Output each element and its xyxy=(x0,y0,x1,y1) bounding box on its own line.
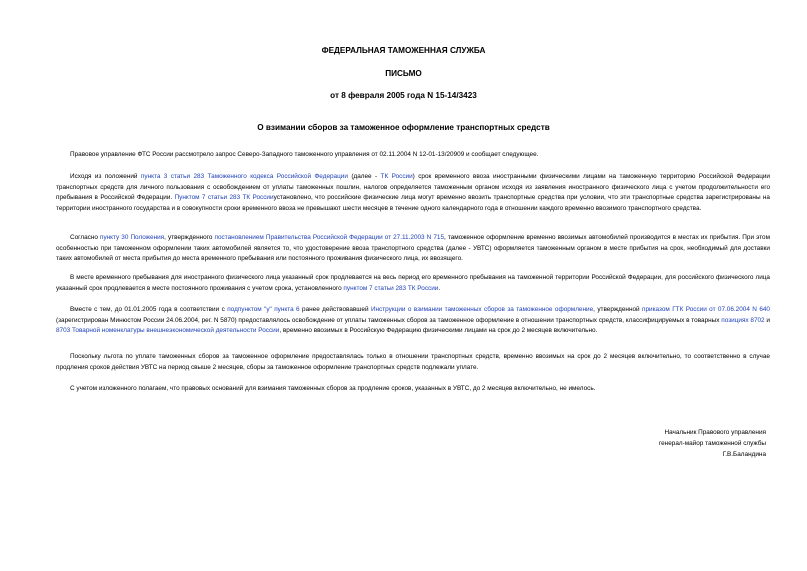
paragraph-text: ранее действовавшей xyxy=(299,306,371,313)
link-tn-ved-8703[interactable]: 8703 Товарной номенклатуры внешнеэкономической деятельности России xyxy=(56,327,280,335)
paragraph-3 xyxy=(56,233,770,265)
signature-block xyxy=(466,427,766,461)
paragraph-text: установлено, что российские физические лица могут временно ввозить транспортные средства при условии, что эти транспортные средства зарегистрированы на территории иностранного государства и в совокупности сроки временного ввоза не превышают шести месяцев в течение одного календарного года в отношении каждого временно ввозимого транспортного средства. xyxy=(56,194,770,212)
link-subparagraph-u-p6[interactable]: подпунктом "у" пункта 6 xyxy=(227,306,300,313)
signatory-position: Начальник Правового управления xyxy=(664,429,766,436)
paragraph-2 xyxy=(56,172,770,214)
paragraph-text: , утвержденного xyxy=(164,234,215,241)
document-subject: О взимании сборов за таможенное оформление транспортных средств xyxy=(257,123,550,132)
link-gtk-order-640[interactable]: приказом ГТК России от 07.06.2004 N 640 xyxy=(642,306,770,313)
paragraph-text: Правовое управление ФТС России рассмотрело запрос Северо-Западного таможенного управления от 02.11.2004 N 12-01-13/20909 и сообщает следующее. xyxy=(70,151,539,158)
paragraph-text: (зарегистрирован Минюстом России 24.06.2004, рег. N 5870) предоставлялось освобождение от уплаты таможенных сборов за таможенное оформление в отношении транспортных средств, классифицируемых в товарных xyxy=(56,316,722,324)
paragraph-text: В месте временного пребывания для иностранного физического лица указанный срок продлевается на весь период его временного пребывания на таможенной территории Российской Федерации, для российского физического лица указанный срок продлевается в месте постоянного проживания с учетом срока, установленного xyxy=(56,274,770,292)
paragraph-text: и xyxy=(764,316,770,324)
issuer-title: ФЕДЕРАЛЬНАЯ ТАМОЖЕННАЯ СЛУЖБА xyxy=(321,46,486,55)
paragraph-text: . xyxy=(438,284,441,292)
link-tk-art283-p7[interactable]: Пунктом 7 статьи 283 ТК России xyxy=(174,194,274,202)
paragraph-text: Согласно xyxy=(70,234,100,241)
link-customs-fees-instruction[interactable]: Инструкции о взимании таможенных сборов за таможенное оформление xyxy=(370,306,594,313)
link-regulation-p30[interactable]: пункту 30 Положения xyxy=(99,234,165,241)
paragraph-7 xyxy=(56,384,770,395)
signatory-rank: генерал-майор таможенной службы xyxy=(658,440,766,448)
signatory-name: Г.В.Баландина xyxy=(722,451,766,459)
link-tk-russia[interactable]: ТК России xyxy=(380,173,413,180)
paragraph-text: , утвержденной xyxy=(593,306,643,313)
link-tk-art283-p7[interactable]: пунктом 7 статьи 283 ТК России xyxy=(343,284,439,292)
paragraph-6 xyxy=(56,352,770,373)
paragraph-4 xyxy=(56,273,770,294)
link-position-8702[interactable]: позициях 8702 xyxy=(721,316,765,324)
paragraph-text: , таможенное оформление временно ввозимых автомобилей производится в местах их прибытия. При этом особенностью при таможенном оформлении таких автомобилей является то, что удостоверение ввоза транспортного средства (далее - УВТС) оформляется таможенным органом в месте прибытия на срок, необходимый для доставки таких автомобилей от места прибытия до места временного пребывания или постоянного проживания физического лица, их ввозящего. xyxy=(56,234,770,263)
paragraph-text: С учетом изложенного полагаем, что правовых оснований для взимания таможенных сборов за продление сроков, указанных в УВТС, до 2 месяцев включительно, не имелось. xyxy=(70,385,596,392)
paragraph-text: Вместе с тем, до 01.01.2005 года в соответствии с xyxy=(70,306,228,313)
paragraph-text: Поскольку льгота по уплате таможенных сборов за таможенное оформление предоставлялась только в отношении транспортных средств, временно ввозимых на срок до 2 месяцев включительно, то соответственно в случае продления сроков действия УВТС на период свыше 2 месяцев, сборы за таможенное оформление транспортных средств подлежали уплате. xyxy=(56,353,770,371)
paragraph-text: ) срок временного ввоза иностранными физическими лицами на таможенную территорию Российской Федерации транспортных средств для личного пользования с освобождением от уплаты таможенных пошлин, налогов определяется таможенным органом исходя из заявления иностранного физического лица с учетом продолжительности его пребывания в Российской Федерации. xyxy=(56,173,771,202)
link-tk-art283-p3[interactable]: пункта 3 статьи 283 Таможенного кодекса Российской Федерации xyxy=(140,173,348,180)
link-government-decree-715[interactable]: постановлением Правительства Российской Федерации от 27.11.2003 N 715 xyxy=(214,234,445,241)
paragraph-5 xyxy=(56,305,770,337)
paragraph-text: Исходя из положений xyxy=(70,173,141,180)
document-type: ПИСЬМО xyxy=(385,69,422,78)
paragraph-1 xyxy=(56,150,770,161)
paragraph-text: , временно ввозимых в Российскую Федерацию физическими лицами на срок до 2 месяцев включительно. xyxy=(279,327,598,335)
document-date-number: от 8 февраля 2005 года N 15-14/3423 xyxy=(330,91,477,100)
paragraph-text: (далее - xyxy=(347,173,381,180)
